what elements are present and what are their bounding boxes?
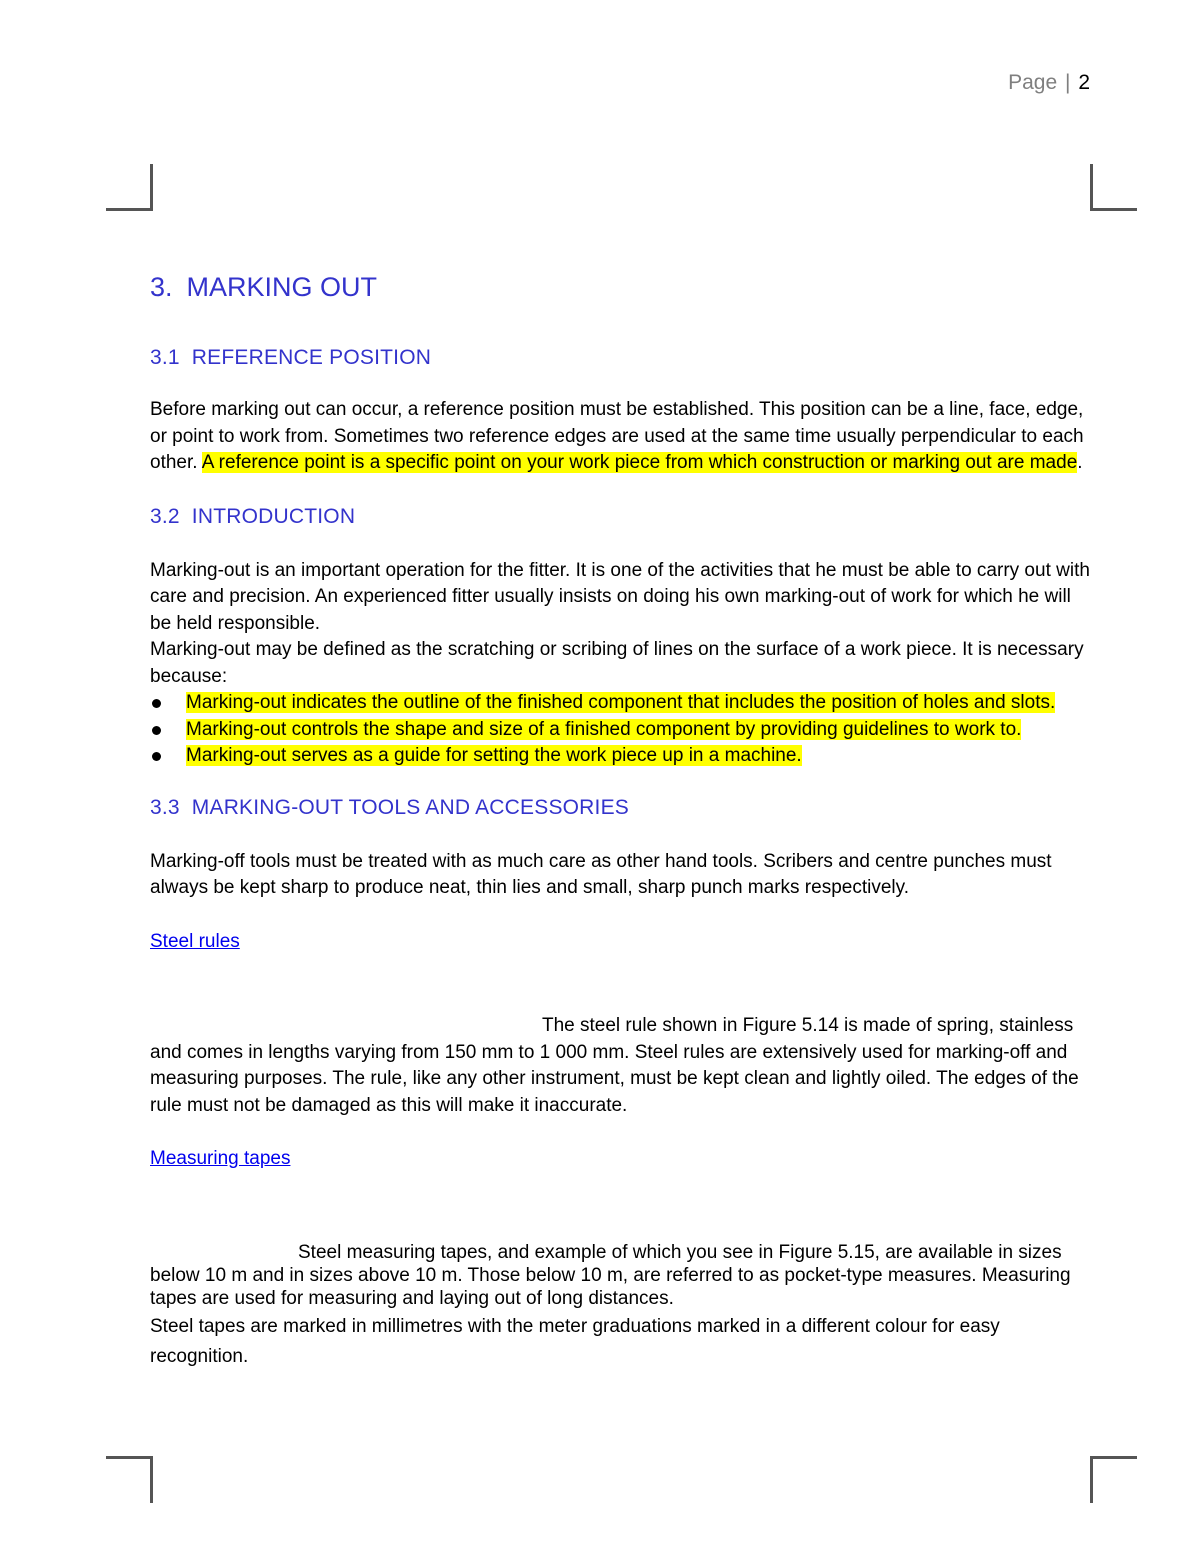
section-3-heading <box>150 272 1090 308</box>
reference-position-paragraph <box>150 397 1090 477</box>
section-number: 3.3 <box>150 795 180 819</box>
section-title: INTRODUCTION <box>191 504 356 528</box>
document-body <box>150 272 1090 1372</box>
page-separator: | <box>1065 71 1071 94</box>
steel-rules-link[interactable]: Steel rules <box>150 930 240 952</box>
bullet-icon <box>152 699 161 708</box>
section-number: 3.1 <box>150 346 180 369</box>
introduction-paragraph-2: Marking-out may be defined as the scratching or scribing of lines on the surface of a work piece. It is necessary because: <box>150 639 1084 687</box>
crop-mark-top-left <box>106 164 153 211</box>
page-number <box>1008 71 1090 95</box>
list-item <box>150 690 1090 717</box>
page-number-value: 2 <box>1078 71 1090 94</box>
crop-mark-top-right <box>1090 164 1137 211</box>
section-3-3-heading <box>150 796 1090 820</box>
section-3-1-heading <box>150 346 1090 370</box>
steel-rules-paragraph: The steel rule shown in Figure 5.14 is made of spring, stainless and comes in lengths varying from 150 mm to 1 000 mm. Steel rules are extensively used for marking-off and measuring purposes. The rule, like any other instrument, must be kept clean and lightly oiled. The edges of the rule must not be damaged as this will make it inaccurate. <box>150 1015 1079 1116</box>
tools-care-paragraph: Marking-off tools must be treated with as much care as other hand tools. Scribers and centre punches must always be kept sharp to produce neat, thin lies and small, sharp punch marks respectively. <box>150 850 1052 898</box>
list-item-text: Marking-out controls the shape and size of a finished component by providing guidelines to work to. <box>186 718 1022 740</box>
page-word: Page <box>1008 71 1058 94</box>
measuring-tapes-paragraph: Steel measuring tapes, and example of which you see in Figure 5.15, are available in sizes below 10 m and in sizes above 10 m. Those below 10 m, are referred to as pocket-type measures. Measuring tapes are used for measuring and laying out of long distances. <box>150 1241 1071 1309</box>
section-number: 3.2 <box>150 504 180 528</box>
highlighted-text: A reference point is a specific point on your work piece from which construction or marking out are made <box>201 452 1078 473</box>
paragraph-text: Before marking out can occur, a reference position must be established. This position can be a line, face, edge, or point to work from. Sometimes two reference edges are used at the same time usually perpendicular to each other. <box>150 399 1084 473</box>
measuring-tapes-link[interactable]: Measuring tapes <box>150 1148 291 1169</box>
necessity-list <box>150 690 1090 770</box>
list-item-text: Marking-out indicates the outline of the finished component that includes the position of holes and slots. <box>186 692 1056 713</box>
introduction-paragraph-1: Marking-out is an important operation for the fitter. It is one of the activities that he must be able to carry out with care and precision. An experienced fitter usually insists on doing his own marking-out of work for which he will be held responsible. <box>150 559 1090 634</box>
paragraph-end: . <box>1077 452 1083 473</box>
section-number: 3. <box>150 272 173 302</box>
crop-mark-bottom-left <box>106 1456 153 1503</box>
crop-mark-bottom-right <box>1090 1456 1137 1503</box>
section-title: REFERENCE POSITION <box>191 346 432 369</box>
section-title: MARKING-OUT TOOLS AND ACCESSORIES <box>191 795 629 819</box>
bullet-icon <box>152 752 161 761</box>
list-item <box>150 717 1090 744</box>
bullet-icon <box>152 726 161 735</box>
list-item-text: Marking-out serves as a guide for setting the work piece up in a machine. <box>186 745 802 766</box>
list-item <box>150 743 1090 770</box>
section-title: MARKING OUT <box>186 272 378 302</box>
section-3-2-heading <box>150 505 1090 529</box>
steel-tapes-paragraph: Steel tapes are marked in millimetres with the meter graduations marked in a different colour for easy recognition. <box>150 1315 1000 1367</box>
